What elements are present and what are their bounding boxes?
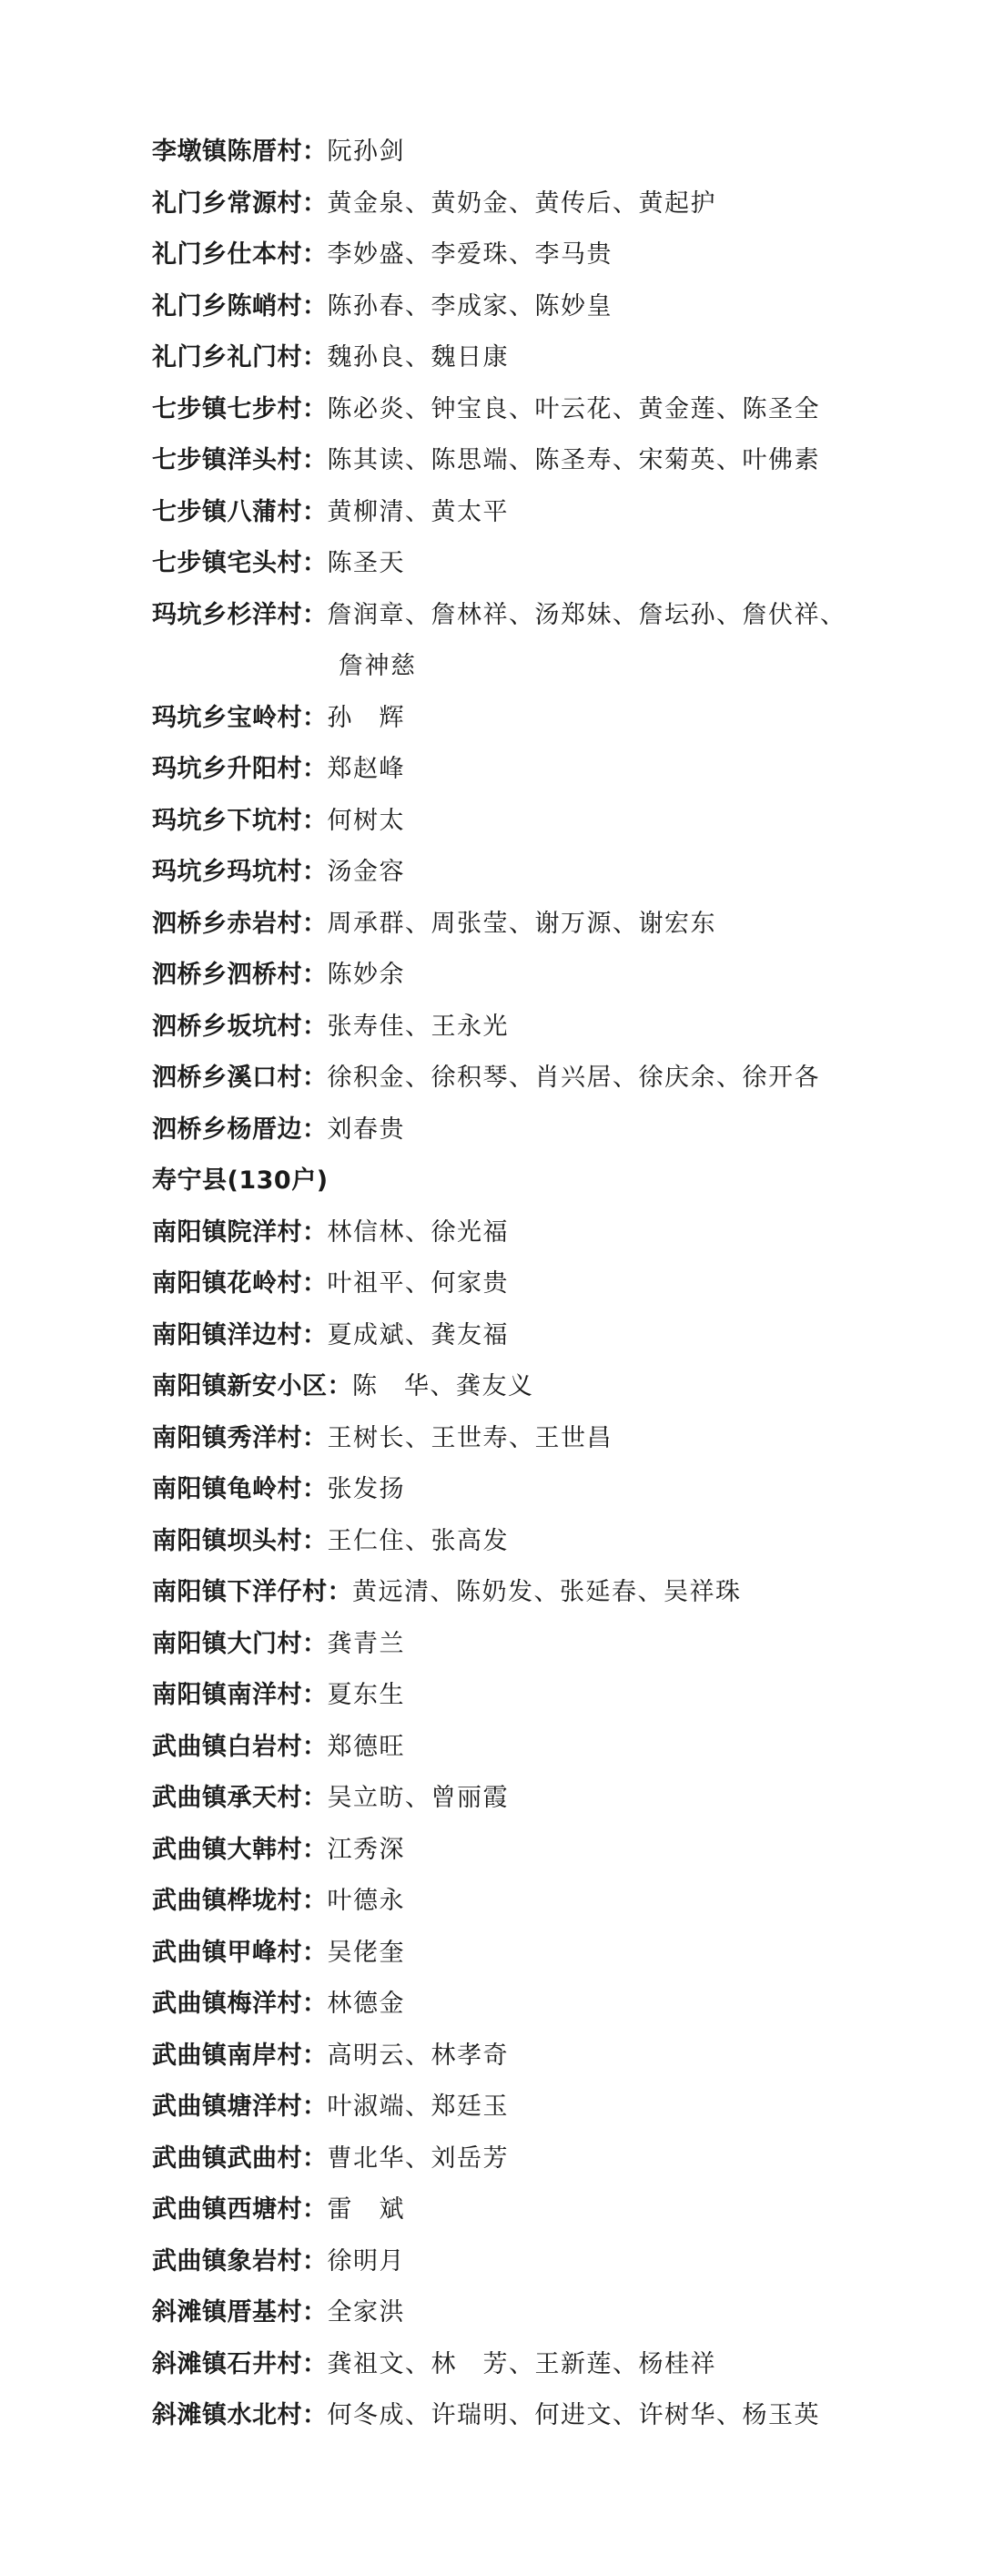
household-names: 陈其读、陈思端、陈圣寿、宋菊英、叶佛素 — [327, 446, 820, 474]
village-label: 武曲镇塘洋村： — [152, 2092, 328, 2121]
village-label: 武曲镇承天村： — [152, 1784, 328, 1812]
village-row — [152, 2287, 935, 2339]
village-label: 南阳镇下洋仔村： — [152, 1578, 352, 1606]
village-label: 玛坑乡升阳村： — [152, 755, 328, 783]
household-names: 江秀深 — [327, 1835, 405, 1864]
village-label: 玛坑乡下坑村： — [152, 806, 328, 835]
household-names: 徐明月 — [327, 2246, 405, 2276]
village-row — [152, 435, 935, 487]
village-label: 李墩镇陈厝村： — [152, 137, 328, 166]
village-label: 七步镇八蒲村： — [152, 497, 328, 526]
household-names: 陈 华、龚友义 — [352, 1372, 534, 1400]
household-names: 孙 辉 — [327, 703, 405, 732]
village-row — [152, 2390, 935, 2442]
village-row — [152, 899, 935, 951]
village-label: 七步镇洋头村： — [152, 446, 328, 474]
village-label: 南阳镇花岭村： — [152, 1269, 328, 1298]
village-row — [152, 1105, 935, 1156]
village-row — [152, 1207, 935, 1259]
household-names: 魏孙良、魏日康 — [327, 343, 509, 372]
village-label: 南阳镇坝头村： — [152, 1526, 328, 1555]
village-label: 礼门乡仕本村： — [152, 240, 328, 269]
household-names-continued: 詹神慈 — [339, 652, 417, 680]
village-row — [152, 1053, 935, 1105]
village-row — [152, 487, 935, 539]
household-names: 阮孙剑 — [327, 137, 405, 166]
village-label: 礼门乡陈峭村： — [152, 291, 328, 321]
village-row — [152, 847, 935, 899]
village-row — [152, 1361, 935, 1413]
village-row — [152, 1876, 935, 1928]
household-names: 王仁住、张高发 — [327, 1526, 509, 1555]
village-row — [152, 538, 935, 590]
village-label: 南阳镇秀洋村： — [152, 1423, 328, 1452]
village-label: 玛坑乡玛坑村： — [152, 858, 328, 886]
village-row — [152, 1516, 935, 1568]
village-list-group-b — [152, 1207, 935, 2442]
household-names: 龚青兰 — [327, 1629, 405, 1658]
village-row — [152, 2184, 935, 2236]
village-label: 七步镇七步村： — [152, 394, 328, 423]
section-heading-shouning: 寿宁县(130户) — [152, 1166, 329, 1195]
village-label: 泗桥乡溪口村： — [152, 1064, 328, 1092]
village-label: 斜滩镇厝基村： — [152, 2298, 328, 2327]
village-row — [152, 2031, 935, 2082]
household-names: 张寿佳、王永光 — [327, 1012, 509, 1041]
village-label: 玛坑乡杉洋村： — [152, 600, 328, 629]
village-label: 南阳镇龟岭村： — [152, 1475, 328, 1503]
household-names: 林德金 — [327, 1990, 405, 2018]
village-row — [152, 127, 935, 178]
household-names: 高明云、林孝奇 — [327, 2041, 509, 2070]
household-names: 张发扬 — [327, 1475, 405, 1503]
household-names: 龚祖文、林 芳、王新莲、杨桂祥 — [327, 2349, 716, 2378]
household-names: 徐积金、徐积琴、肖兴居、徐庆余、徐开各 — [327, 1064, 820, 1092]
household-names: 郑赵峰 — [327, 755, 405, 783]
village-list-group-a — [152, 127, 935, 1156]
village-label: 七步镇宅头村： — [152, 549, 328, 577]
document-body — [152, 127, 935, 2442]
household-names: 吴立昉、曾丽霞 — [327, 1784, 509, 1812]
village-row — [152, 1825, 935, 1877]
village-row — [152, 384, 935, 436]
household-names: 陈必炎、钟宝良、叶云花、黄金莲、陈圣全 — [327, 394, 820, 423]
village-label: 南阳镇洋边村： — [152, 1320, 328, 1349]
village-row — [152, 693, 935, 745]
village-row — [152, 1619, 935, 1671]
village-label: 武曲镇象岩村： — [152, 2246, 328, 2276]
household-names: 陈圣天 — [327, 549, 405, 577]
village-row — [152, 1722, 935, 1774]
household-names: 夏成斌、龚友福 — [327, 1320, 509, 1349]
village-label: 武曲镇桦垅村： — [152, 1887, 328, 1915]
village-row — [152, 1413, 935, 1465]
household-names: 黄远清、陈奶发、张延春、吴祥珠 — [352, 1578, 742, 1606]
household-names: 汤金容 — [327, 858, 405, 886]
village-row — [152, 281, 935, 333]
household-names: 雷 斌 — [327, 2195, 405, 2224]
household-names: 郑德旺 — [327, 1732, 405, 1761]
village-label: 斜滩镇石井村： — [152, 2349, 328, 2378]
household-names: 叶淑端、郑廷玉 — [327, 2092, 509, 2121]
household-names: 林信林、徐光福 — [327, 1217, 509, 1247]
village-row — [152, 796, 935, 848]
village-label: 斜滩镇水北村： — [152, 2401, 328, 2429]
village-row — [152, 2082, 935, 2133]
village-label: 武曲镇白岩村： — [152, 1732, 328, 1761]
village-label: 武曲镇大韩村： — [152, 1835, 328, 1864]
village-row — [152, 1310, 935, 1362]
household-names: 周承群、周张莹、谢万源、谢宏东 — [327, 909, 716, 938]
village-row — [152, 1464, 935, 1516]
village-label: 玛坑乡宝岭村： — [152, 703, 328, 732]
village-label: 泗桥乡赤岩村： — [152, 909, 328, 938]
village-row — [152, 1773, 935, 1825]
household-names: 曹北华、刘岳芳 — [327, 2143, 509, 2173]
village-label: 武曲镇武曲村： — [152, 2143, 328, 2173]
village-row — [152, 332, 935, 384]
household-names: 何冬成、许瑞明、何进文、许树华、杨玉英 — [327, 2401, 820, 2429]
village-label: 南阳镇南洋村： — [152, 1681, 328, 1709]
household-names: 陈孙春、李成家、陈妙皇 — [327, 291, 613, 321]
village-label: 礼门乡常源村： — [152, 188, 328, 218]
village-row — [152, 1928, 935, 1980]
village-label: 南阳镇院洋村： — [152, 1217, 328, 1247]
household-names: 全家洪 — [327, 2298, 405, 2327]
village-row — [152, 2236, 935, 2288]
village-label: 武曲镇甲峰村： — [152, 1938, 328, 1967]
household-names: 詹润章、詹林祥、汤郑妹、詹坛孙、詹伏祥、 — [327, 600, 846, 629]
village-row — [152, 1567, 935, 1619]
village-row-continuation — [152, 641, 935, 693]
household-names: 黄柳清、黄太平 — [327, 497, 509, 526]
village-row — [152, 2133, 935, 2185]
village-row — [152, 744, 935, 796]
household-names: 陈妙余 — [327, 961, 405, 989]
village-label: 南阳镇大门村： — [152, 1629, 328, 1658]
household-names: 叶祖平、何家贵 — [327, 1269, 509, 1298]
household-names: 夏东生 — [327, 1681, 405, 1709]
village-row — [152, 1002, 935, 1054]
household-names: 叶德永 — [327, 1887, 405, 1915]
village-label: 泗桥乡泗桥村： — [152, 961, 328, 989]
village-label: 武曲镇南岸村： — [152, 2041, 328, 2070]
household-names: 刘春贵 — [327, 1115, 405, 1144]
village-row — [152, 1979, 935, 2031]
village-row — [152, 178, 935, 230]
village-label: 礼门乡礼门村： — [152, 343, 328, 372]
household-names: 王树长、王世寿、王世昌 — [327, 1423, 613, 1452]
village-row — [152, 950, 935, 1002]
village-label: 武曲镇西塘村： — [152, 2195, 328, 2224]
village-row — [152, 590, 935, 642]
household-names: 李妙盛、李爱珠、李马贵 — [327, 240, 613, 269]
village-row — [152, 229, 935, 281]
village-label: 南阳镇新安小区： — [152, 1372, 352, 1400]
village-label: 武曲镇梅洋村： — [152, 1990, 328, 2018]
household-names: 何树太 — [327, 806, 405, 835]
village-row — [152, 1670, 935, 1722]
village-label: 泗桥乡坂坑村： — [152, 1012, 328, 1041]
household-names: 黄金泉、黄奶金、黄传后、黄起护 — [327, 188, 716, 218]
village-row — [152, 1258, 935, 1310]
household-names: 吴佬奎 — [327, 1938, 405, 1967]
village-row — [152, 2339, 935, 2391]
village-label: 泗桥乡杨厝边： — [152, 1115, 328, 1144]
